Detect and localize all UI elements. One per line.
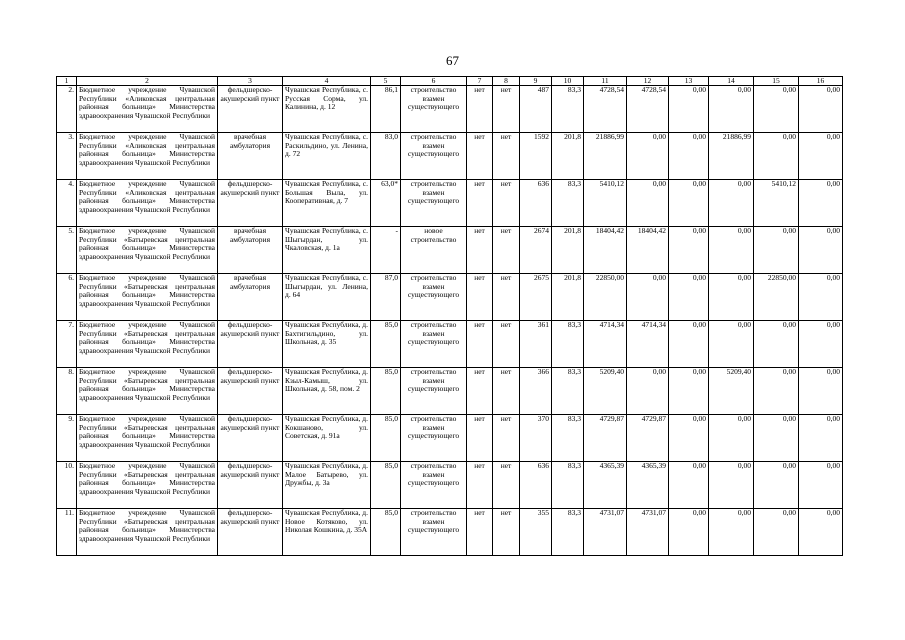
organization-cell: Бюджетное учреждение Чувашской Республики «Батыревская центральная районная больница» Министерства здравоохранения Чувашской Республики xyxy=(77,227,218,274)
cell-col11: 4728,54 xyxy=(584,86,627,133)
cell-col5: - xyxy=(371,227,401,274)
cell-col5: 85,0 xyxy=(371,321,401,368)
cell-col11: 4365,39 xyxy=(584,462,627,509)
cell-col12: 0,00 xyxy=(627,274,669,321)
cell-col14: 0,00 xyxy=(709,321,754,368)
cell-col11: 22850,00 xyxy=(584,274,627,321)
cell-col14: 5209,40 xyxy=(709,368,754,415)
facility-type-cell: фельдшерско-акушерский пункт xyxy=(218,415,283,462)
cell-col6: строительство взамен существующего xyxy=(401,509,467,556)
cell-col15: 0,00 xyxy=(754,133,799,180)
cell-col9: 636 xyxy=(520,462,552,509)
facility-type-cell: врачебная амбулатория xyxy=(218,133,283,180)
header-cell: 13 xyxy=(669,77,709,86)
cell-col10: 83,3 xyxy=(552,509,584,556)
cell-col9: 636 xyxy=(520,180,552,227)
cell-col10: 83,3 xyxy=(552,86,584,133)
cell-col14: 21886,99 xyxy=(709,133,754,180)
facility-type-cell: врачебная амбулатория xyxy=(218,274,283,321)
cell-col12: 4731,07 xyxy=(627,509,669,556)
cell-col5: 86,1 xyxy=(371,86,401,133)
cell-col8: нет xyxy=(493,368,520,415)
cell-col12: 0,00 xyxy=(627,368,669,415)
cell-col16: 0,00 xyxy=(799,462,843,509)
cell-col8: нет xyxy=(493,321,520,368)
cell-col8: нет xyxy=(493,180,520,227)
address-cell: Чувашская Республика, д. Кзыл-Камыш, ул. Школьная, д. 58, пом. 2 xyxy=(283,368,371,415)
cell-col13: 0,00 xyxy=(669,415,709,462)
address-cell: Чувашская Республика, с. Русская Сорма, ул. Калинина, д. 12 xyxy=(283,86,371,133)
cell-col9: 370 xyxy=(520,415,552,462)
cell-col8: нет xyxy=(493,415,520,462)
header-cell: 5 xyxy=(371,77,401,86)
cell-col5: 63,0* xyxy=(371,180,401,227)
header-cell: 14 xyxy=(709,77,754,86)
cell-col6: строительство взамен существующего xyxy=(401,180,467,227)
row-number: 6. xyxy=(57,274,77,321)
cell-col9: 361 xyxy=(520,321,552,368)
cell-col11: 4729,87 xyxy=(584,415,627,462)
organization-cell: Бюджетное учреждение Чувашской Республики «Батыревская центральная районная больница» Министерства здравоохранения Чувашской Республики xyxy=(77,415,218,462)
organization-cell: Бюджетное учреждение Чувашской Республики «Аликовская центральная районная больница» Министерства здравоохранения Чувашской Республики xyxy=(77,133,218,180)
organization-cell: Бюджетное учреждение Чувашской Республики «Аликовская центральная районная больница» Министерства здравоохранения Чувашской Республики xyxy=(77,86,218,133)
header-cell: 3 xyxy=(218,77,283,86)
facility-type-cell: фельдшерско-акушерский пункт xyxy=(218,180,283,227)
table-row xyxy=(57,368,843,415)
header-cell: 11 xyxy=(584,77,627,86)
header-cell: 2 xyxy=(77,77,218,86)
cell-col6: строительство взамен существующего xyxy=(401,368,467,415)
cell-col15: 5410,12 xyxy=(754,180,799,227)
cell-col10: 201,8 xyxy=(552,227,584,274)
cell-col9: 355 xyxy=(520,509,552,556)
cell-col10: 83,3 xyxy=(552,415,584,462)
cell-col16: 0,00 xyxy=(799,321,843,368)
cell-col15: 0,00 xyxy=(754,86,799,133)
cell-col7: нет xyxy=(467,415,493,462)
header-cell: 7 xyxy=(467,77,493,86)
cell-col16: 0,00 xyxy=(799,86,843,133)
cell-col10: 201,8 xyxy=(552,274,584,321)
table-row xyxy=(57,274,843,321)
cell-col8: нет xyxy=(493,133,520,180)
cell-col15: 0,00 xyxy=(754,321,799,368)
cell-col8: нет xyxy=(493,86,520,133)
header-cell: 9 xyxy=(520,77,552,86)
cell-col12: 4728,54 xyxy=(627,86,669,133)
cell-col8: нет xyxy=(493,462,520,509)
address-cell: Чувашская Республика, д. Новое Котяково, ул. Николая Кошкина, д. 35А xyxy=(283,509,371,556)
cell-col10: 83,3 xyxy=(552,368,584,415)
cell-col5: 85,0 xyxy=(371,509,401,556)
address-cell: Чувашская Республика, д. Бахтигильдино, ул. Школьная, д. 35 xyxy=(283,321,371,368)
cell-col7: нет xyxy=(467,462,493,509)
facility-type-cell: фельдшерско-акушерский пункт xyxy=(218,86,283,133)
cell-col10: 83,3 xyxy=(552,321,584,368)
address-cell: Чувашская Республика, с. Шыгырдан, ул. Чкаловская, д. 1а xyxy=(283,227,371,274)
cell-col7: нет xyxy=(467,227,493,274)
cell-col6: строительство взамен существующего xyxy=(401,415,467,462)
cell-col12: 0,00 xyxy=(627,133,669,180)
cell-col13: 0,00 xyxy=(669,133,709,180)
column-number-row xyxy=(57,77,843,86)
cell-col12: 4729,87 xyxy=(627,415,669,462)
cell-col13: 0,00 xyxy=(669,462,709,509)
cell-col11: 4731,07 xyxy=(584,509,627,556)
cell-col9: 366 xyxy=(520,368,552,415)
cell-col13: 0,00 xyxy=(669,274,709,321)
table-row xyxy=(57,509,843,556)
cell-col16: 0,00 xyxy=(799,415,843,462)
header-cell: 8 xyxy=(493,77,520,86)
cell-col7: нет xyxy=(467,368,493,415)
cell-col7: нет xyxy=(467,274,493,321)
table-row xyxy=(57,133,843,180)
cell-col6: строительство взамен существующего xyxy=(401,274,467,321)
cell-col16: 0,00 xyxy=(799,274,843,321)
cell-col12: 4714,34 xyxy=(627,321,669,368)
cell-col10: 201,8 xyxy=(552,133,584,180)
row-number: 5. xyxy=(57,227,77,274)
organization-cell: Бюджетное учреждение Чувашской Республики «Аликовская центральная районная больница» Министерства здравоохранения Чувашской Республики xyxy=(77,180,218,227)
cell-col14: 0,00 xyxy=(709,415,754,462)
cell-col16: 0,00 xyxy=(799,133,843,180)
header-cell: 6 xyxy=(401,77,467,86)
row-number: 10. xyxy=(57,462,77,509)
cell-col5: 83,0 xyxy=(371,133,401,180)
cell-col16: 0,00 xyxy=(799,368,843,415)
cell-col15: 0,00 xyxy=(754,509,799,556)
cell-col6: строительство взамен существующего xyxy=(401,133,467,180)
table-row xyxy=(57,321,843,368)
organization-cell: Бюджетное учреждение Чувашской Республики «Батыревская центральная районная больница» Министерства здравоохранения Чувашской Республики xyxy=(77,509,218,556)
cell-col10: 83,3 xyxy=(552,180,584,227)
cell-col9: 2674 xyxy=(520,227,552,274)
cell-col10: 83,3 xyxy=(552,462,584,509)
facility-type-cell: фельдшерско-акушерский пункт xyxy=(218,368,283,415)
header-cell: 12 xyxy=(627,77,669,86)
cell-col9: 1592 xyxy=(520,133,552,180)
facility-type-cell: фельдшерско-акушерский пункт xyxy=(218,509,283,556)
cell-col7: нет xyxy=(467,86,493,133)
table-row xyxy=(57,462,843,509)
cell-col13: 0,00 xyxy=(669,368,709,415)
cell-col11: 21886,99 xyxy=(584,133,627,180)
cell-col14: 0,00 xyxy=(709,180,754,227)
cell-col13: 0,00 xyxy=(669,180,709,227)
cell-col6: строительство взамен существующего xyxy=(401,462,467,509)
header-cell: 16 xyxy=(799,77,843,86)
cell-col15: 0,00 xyxy=(754,227,799,274)
cell-col7: нет xyxy=(467,509,493,556)
cell-col6: новое строительство xyxy=(401,227,467,274)
cell-col6: строительство взамен существующего xyxy=(401,321,467,368)
cell-col5: 85,0 xyxy=(371,415,401,462)
cell-col7: нет xyxy=(467,321,493,368)
organization-cell: Бюджетное учреждение Чувашской Республики «Батыревская центральная районная больница» Министерства здравоохранения Чувашской Республики xyxy=(77,462,218,509)
cell-col16: 0,00 xyxy=(799,227,843,274)
cell-col11: 5410,12 xyxy=(584,180,627,227)
cell-col8: нет xyxy=(493,227,520,274)
cell-col11: 18404,42 xyxy=(584,227,627,274)
cell-col12: 4365,39 xyxy=(627,462,669,509)
table-row xyxy=(57,86,843,133)
row-number: 11. xyxy=(57,509,77,556)
cell-col5: 85,0 xyxy=(371,462,401,509)
cell-col16: 0,00 xyxy=(799,509,843,556)
row-number: 7. xyxy=(57,321,77,368)
organization-cell: Бюджетное учреждение Чувашской Республики «Батыревская центральная районная больница» Министерства здравоохранения Чувашской Республики xyxy=(77,321,218,368)
cell-col14: 0,00 xyxy=(709,227,754,274)
row-number: 2. xyxy=(57,86,77,133)
cell-col15: 0,00 xyxy=(754,368,799,415)
facility-type-cell: фельдшерско-акушерский пункт xyxy=(218,462,283,509)
cell-col15: 0,00 xyxy=(754,462,799,509)
row-number: 8. xyxy=(57,368,77,415)
header-cell: 10 xyxy=(552,77,584,86)
header-cell: 15 xyxy=(754,77,799,86)
cell-col12: 18404,42 xyxy=(627,227,669,274)
cell-col8: нет xyxy=(493,509,520,556)
cell-col5: 87,0 xyxy=(371,274,401,321)
address-cell: Чувашская Республика, с. Большая Выла, ул. Кооперативная, д. 7 xyxy=(283,180,371,227)
row-number: 9. xyxy=(57,415,77,462)
cell-col6: строительство взамен существующего xyxy=(401,86,467,133)
cell-col7: нет xyxy=(467,180,493,227)
header-cell: 4 xyxy=(283,77,371,86)
organization-cell: Бюджетное учреждение Чувашской Республики «Батыревская центральная районная больница» Министерства здравоохранения Чувашской Республики xyxy=(77,368,218,415)
address-cell: Чувашская Республика, д. Кокшаново, ул. Советская, д. 91а xyxy=(283,415,371,462)
table-row xyxy=(57,180,843,227)
cell-col11: 4714,34 xyxy=(584,321,627,368)
cell-col14: 0,00 xyxy=(709,86,754,133)
cell-col13: 0,00 xyxy=(669,86,709,133)
cell-col5: 85,0 xyxy=(371,368,401,415)
cell-col14: 0,00 xyxy=(709,274,754,321)
page-number: 67 xyxy=(446,53,459,68)
cell-col15: 0,00 xyxy=(754,415,799,462)
address-cell: Чувашская Республика, с. Шыгырдан, ул. Ленина, д. 64 xyxy=(283,274,371,321)
cell-col15: 22850,00 xyxy=(754,274,799,321)
cell-col13: 0,00 xyxy=(669,509,709,556)
cell-col12: 0,00 xyxy=(627,180,669,227)
cell-col14: 0,00 xyxy=(709,462,754,509)
cell-col13: 0,00 xyxy=(669,227,709,274)
cell-col11: 5209,40 xyxy=(584,368,627,415)
cell-col16: 0,00 xyxy=(799,180,843,227)
organization-cell: Бюджетное учреждение Чувашской Республики «Батыревская центральная районная больница» Министерства здравоохранения Чувашской Республики xyxy=(77,274,218,321)
row-number: 4. xyxy=(57,180,77,227)
address-cell: Чувашская Республика, с. Раскильдино, ул. Ленина, д. 72 xyxy=(283,133,371,180)
cell-col9: 487 xyxy=(520,86,552,133)
row-number: 3. xyxy=(57,133,77,180)
table-row xyxy=(57,227,843,274)
address-cell: Чувашская Республика, д. Малое Батырево, ул. Дружбы, д. 3а xyxy=(283,462,371,509)
cell-col9: 2675 xyxy=(520,274,552,321)
facility-type-cell: фельдшерско-акушерский пункт xyxy=(218,321,283,368)
facilities-table xyxy=(56,76,843,556)
cell-col8: нет xyxy=(493,274,520,321)
cell-col7: нет xyxy=(467,133,493,180)
header-cell: 1 xyxy=(57,77,77,86)
facility-type-cell: врачебная амбулатория xyxy=(218,227,283,274)
cell-col14: 0,00 xyxy=(709,509,754,556)
cell-col13: 0,00 xyxy=(669,321,709,368)
table-row xyxy=(57,415,843,462)
